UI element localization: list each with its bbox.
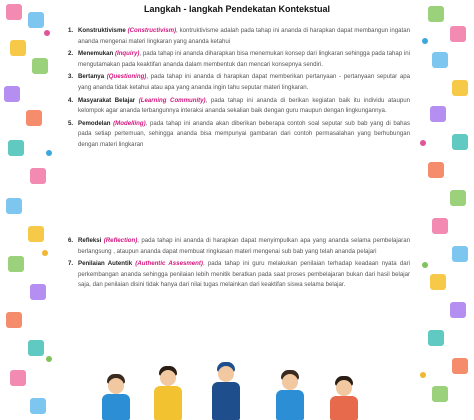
item-term: Masyarakat Belajar bbox=[78, 96, 136, 104]
sticker-icon bbox=[452, 80, 468, 96]
right-decorative-border bbox=[418, 0, 474, 420]
list-item-constructivism bbox=[68, 26, 410, 47]
item-term: Penilaian Autentik bbox=[78, 260, 133, 268]
item-translation: (Authentic Assesment) bbox=[135, 260, 203, 268]
sticker-icon bbox=[30, 284, 46, 300]
sticker-icon bbox=[10, 40, 26, 56]
item-translation: (Learning Community) bbox=[138, 96, 206, 104]
confetti-dot bbox=[422, 38, 428, 44]
item-translation: (Modelling) bbox=[113, 119, 146, 127]
item-term: Bertanya bbox=[78, 73, 105, 81]
child-figure bbox=[96, 374, 136, 420]
item-number: 2. bbox=[68, 50, 74, 58]
item-number: 7. bbox=[68, 260, 74, 268]
sticker-icon bbox=[450, 190, 466, 206]
list-item-reflection bbox=[68, 236, 410, 257]
item-number: 5. bbox=[68, 119, 74, 127]
child-figure bbox=[148, 366, 188, 420]
child-figure bbox=[270, 370, 310, 420]
sticker-icon bbox=[428, 330, 444, 346]
sticker-icon bbox=[450, 302, 466, 318]
sticker-icon bbox=[32, 58, 48, 74]
confetti-dot bbox=[42, 250, 48, 256]
sticker-icon bbox=[432, 52, 448, 68]
sticker-icon bbox=[428, 162, 444, 178]
sticker-icon bbox=[30, 398, 46, 414]
confetti-dot bbox=[422, 262, 428, 268]
sticker-icon bbox=[28, 12, 44, 28]
list-item-inquiry bbox=[68, 49, 410, 70]
item-translation: (Constructivism) bbox=[127, 27, 177, 34]
item-text: , kontruktivisme adalah pada tahap ini ananda di harapkan dapat membangun ingatan ananda mengenai materi lingkaran yang ananda ketahui bbox=[78, 27, 410, 45]
sticker-icon bbox=[8, 256, 24, 272]
confetti-dot bbox=[46, 150, 52, 156]
sticker-icon bbox=[4, 86, 20, 102]
page-title: Langkah - langkah Pendekatan Kontekstual bbox=[143, 4, 331, 14]
sticker-icon bbox=[430, 274, 446, 290]
item-term: Konstruktivisme bbox=[78, 27, 126, 34]
item-text: , pada tahap ini guru melakukan penilaian terhadap keadaan nyata dari perkembangan ananda sehingga penilaian lebih menitik beratkan pada saat proses pembelajaran bukan dari hasil belajar saja, dan penilaian disini tidak hanya dari nilai tugas melainkan dari keaktifan siswa selama belajar. bbox=[78, 260, 410, 289]
sticker-icon bbox=[6, 312, 22, 328]
item-number: 6. bbox=[68, 237, 74, 244]
sticker-icon bbox=[28, 226, 44, 242]
item-text: , pada tahap ini ananda di berikan kegiatan baik itu individu ataupun kelompok agar ananda terbangunnya interaksi ananda sekalian baik dengan guru maupun dengan lingkungannya. bbox=[78, 96, 410, 115]
steps-list-part-1 bbox=[68, 26, 410, 153]
item-translation: (Reflection) bbox=[103, 237, 138, 244]
list-item-questioning bbox=[68, 72, 410, 93]
sticker-icon bbox=[8, 140, 24, 156]
sticker-icon bbox=[28, 340, 44, 356]
confetti-dot bbox=[46, 356, 52, 362]
list-item-learning-community bbox=[68, 96, 410, 117]
sticker-icon bbox=[452, 246, 468, 262]
sticker-icon bbox=[452, 134, 468, 150]
sticker-icon bbox=[26, 110, 42, 126]
confetti-dot bbox=[420, 372, 426, 378]
confetti-dot bbox=[44, 30, 50, 36]
sticker-icon bbox=[6, 198, 22, 214]
sticker-icon bbox=[432, 386, 448, 402]
sticker-icon bbox=[30, 168, 46, 184]
sticker-icon bbox=[10, 370, 26, 386]
item-translation: (Inquiry) bbox=[114, 50, 140, 58]
children-illustration bbox=[56, 352, 418, 420]
confetti-dot bbox=[420, 140, 426, 146]
sticker-icon bbox=[428, 6, 444, 22]
item-text: , pada tahap ini ananda diharapkan bisa menemukan konsep dari lingkaran sehingga pada tahap ini mengutamakan pada keaktifan ananda dalam membentuk dan mencari konsepnya sendiri. bbox=[78, 50, 410, 68]
sticker-icon bbox=[452, 358, 468, 374]
item-text: , pada tahap ini ananda akan diberikan beberapa contoh soal seputar sub bab yang di bahas pada setiap pertemuan, sehingga ananda bisa mempunyai gambaran dari contoh permasalahan yang berhubungan dengan materi lingkaran bbox=[78, 119, 410, 148]
item-term: Refleksi bbox=[78, 237, 102, 244]
item-number: 4. bbox=[68, 96, 74, 104]
steps-list-part-2 bbox=[68, 236, 410, 293]
item-number: 3. bbox=[68, 73, 74, 81]
sticker-icon bbox=[430, 106, 446, 122]
item-translation: (Questioning) bbox=[106, 73, 147, 81]
sticker-icon bbox=[432, 218, 448, 234]
item-term: Menemukan bbox=[78, 50, 114, 58]
child-figure bbox=[324, 376, 364, 420]
list-item-modelling bbox=[68, 119, 410, 151]
sticker-icon bbox=[450, 26, 466, 42]
left-decorative-border bbox=[0, 0, 56, 420]
item-text: , pada tahap ini ananda di harapkan dapat memberikan pertanyaan - pertanyaan seputar apa yang ananda tidak ketahui atau apa yang ananda ingin tahu seputar materi lingkaran. bbox=[78, 73, 410, 91]
child-figure bbox=[206, 362, 246, 420]
item-text: , pada tahap ini ananda di harapkan dapat menyimpulkan apa yang ananda selama pembelajaran berlangsung , ataupun ananda dapat membuat ringkasan materi mengenai sub bab yang telah ananda pelajari bbox=[78, 237, 410, 255]
list-item-authentic-assessment bbox=[68, 259, 410, 291]
sticker-icon bbox=[6, 4, 22, 20]
item-number: 1. bbox=[68, 27, 74, 34]
item-term: Pemodelan bbox=[78, 119, 111, 127]
